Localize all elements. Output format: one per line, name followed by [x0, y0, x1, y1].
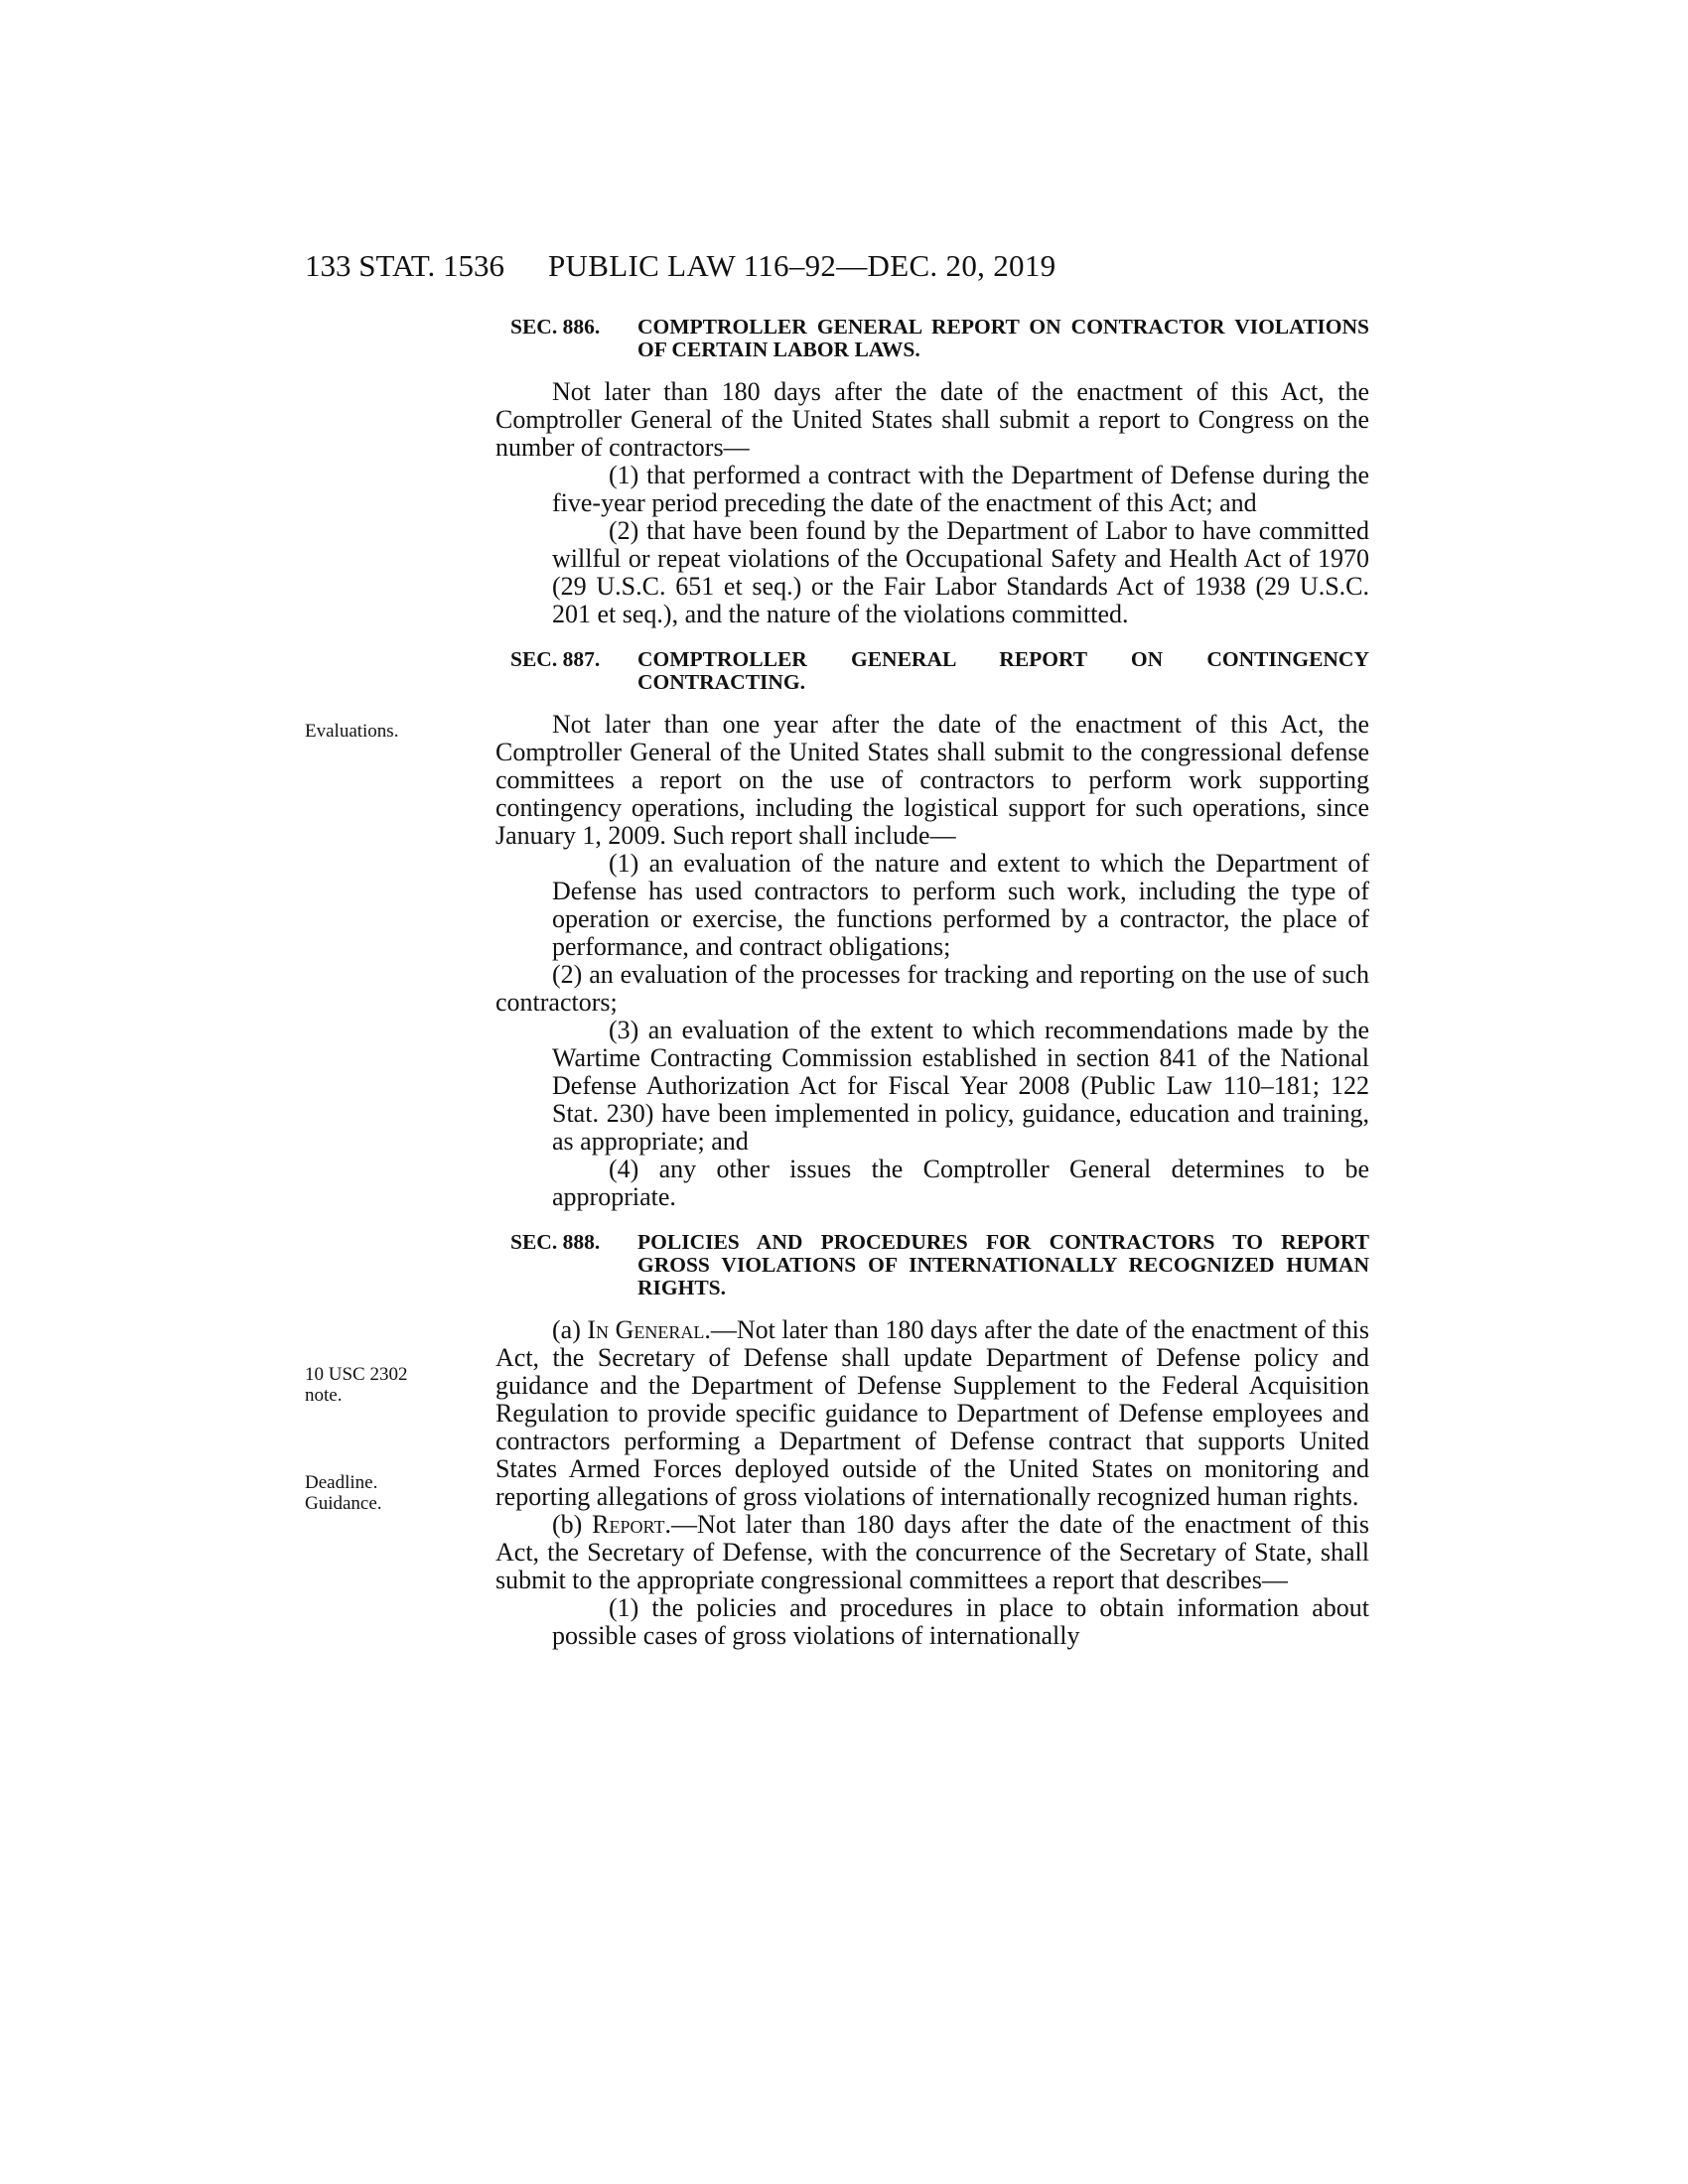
- margin-note-deadline-guidance: Deadline. Guidance.: [305, 1472, 382, 1514]
- section-886-intro: Not later than 180 days after the date of the enactment of this Act, the Comptroller General of the United States shall submit a report to Congress on the number of contractors—: [495, 377, 1369, 462]
- section-887-title: COMPTROLLER GENERAL REPORT ON CONTINGENCY CONTRACTING.: [637, 647, 1369, 694]
- section-887-number: SEC. 887.: [510, 647, 601, 671]
- section-886: [495, 316, 1369, 628]
- section-887-item-3: (3) an evaluation of the extent to which recommendations made by the Wartime Contracting Commission established in section 841 of the National Defense Authorization Act for Fiscal Year 2008 (Public Law 110–181; 122 Stat. 230) have been implemented in policy, guidance, education and training, as appropriate; and: [552, 1016, 1369, 1156]
- section-888-number: SEC. 888.: [510, 1230, 601, 1254]
- section-886-number: SEC. 886.: [510, 315, 601, 339]
- section-888-title: POLICIES AND PROCEDURES FOR CONTRACTORS TO REPORT GROSS VIOLATIONS OF INTERNATIONALLY RECOGNIZED HUMAN RIGHTS.: [637, 1230, 1369, 1299]
- section-887-intro: Not later than one year after the date of the enactment of this Act, the Comptroller General of the United States shall submit to the congressional defense committees a report on the use of contractors to perform work supporting contingency operations, including the logistical support for such operations, since January 1, 2009. Such report shall include—: [495, 710, 1369, 850]
- section-886-title: COMPTROLLER GENERAL REPORT ON CONTRACTOR VIOLATIONS OF CERTAIN LABOR LAWS.: [637, 315, 1369, 361]
- section-887-item-4: (4) any other issues the Comptroller General determines to be appropriate.: [552, 1155, 1369, 1211]
- stat-page-number: 133 STAT. 1536: [305, 248, 505, 283]
- section-887: [495, 648, 1369, 1211]
- section-888-heading: [495, 1231, 1369, 1299]
- margin-note-evaluations: Evaluations.: [305, 721, 399, 742]
- subsection-a-heading: In General: [587, 1315, 705, 1344]
- section-887-item-2: (2) an evaluation of the processes for tracking and reporting on the use of such contractors;: [495, 960, 1369, 1017]
- section-888-b-item-1: (1) the policies and procedures in place to obtain information about possible cases of gross violations of internationally: [552, 1593, 1369, 1650]
- document-body: [495, 316, 1369, 1650]
- section-887-heading: [495, 648, 1369, 694]
- section-888-subsection-a: (a) In General.—Not later than 180 days after the date of the enactment of this Act, the Secretary of Defense shall update Department of Defense policy and guidance and the Department of Defense Supplement to the Federal Acquisition Regulation to provide specific guidance to Department of Defense employees and contractors performing a Department of Defense contract that supports United States Armed Forces deployed outside of the United States on monitoring and reporting allegations of gross violations of internationally recognized human rights.: [495, 1315, 1369, 1511]
- subsection-b-heading: Report: [592, 1510, 665, 1539]
- running-header: [305, 246, 1368, 286]
- section-886-heading: [495, 316, 1369, 361]
- public-law-date: PUBLIC LAW 116–92—DEC. 20, 2019: [548, 248, 1056, 283]
- section-888-subsection-b: (b) Report.—Not later than 180 days after the date of the enactment of this Act, the Secretary of Defense, with the concurrence of the Secretary of State, shall submit to the appropriate congressional committees a report that describes—: [495, 1510, 1369, 1594]
- section-888: [495, 1231, 1369, 1650]
- section-886-item-1: (1) that performed a contract with the Department of Defense during the five-year period preceding the date of the enactment of this Act; and: [552, 461, 1369, 517]
- margin-note-usc: 10 USC 2302 note.: [305, 1364, 408, 1406]
- section-886-item-2: (2) that have been found by the Department of Labor to have committed willful or repeat violations of the Occupational Safety and Health Act of 1970 (29 U.S.C. 651 et seq.) or the Fair Labor Standards Act of 1938 (29 U.S.C. 201 et seq.), and the nature of the violations committed.: [552, 516, 1369, 628]
- section-887-item-1: (1) an evaluation of the nature and extent to which the Department of Defense has used contractors to perform such work, including the type of operation or exercise, the functions performed by a contractor, the place of performance, and contract obligations;: [552, 849, 1369, 961]
